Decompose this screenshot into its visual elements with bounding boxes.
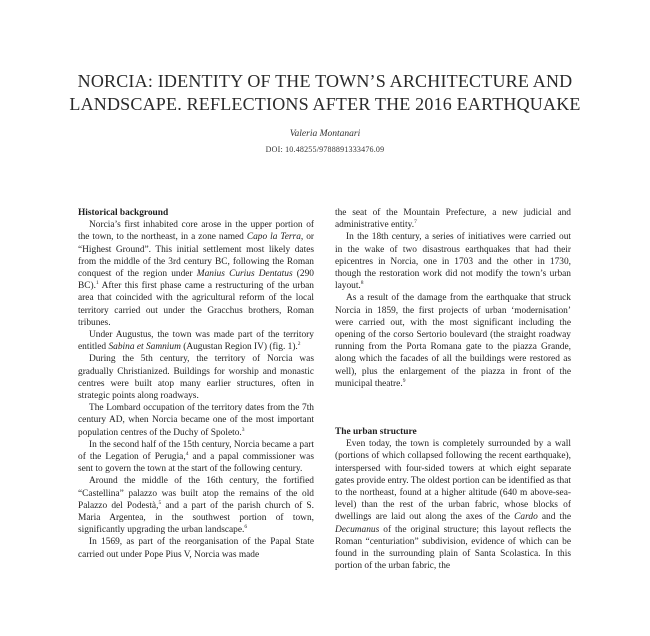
paragraph: During the 5th century, the territory of Norcia was gradually Christianized. Buildings for worship and monastic centres were built atop many earlier structures, often in strategic points along roadways. xyxy=(78,354,314,402)
doi-line: DOI: 10.48255/9788891333476.09 xyxy=(265,145,385,154)
paragraph: In 1569, as part of the reorganisation of the Papal State carried out under Pope Pius V, Norcia was made xyxy=(78,537,314,560)
footnote-ref: 8 xyxy=(360,280,364,287)
section-heading-historical: Historical background xyxy=(78,208,169,218)
footnote-ref: 6 xyxy=(244,524,248,531)
paragraph: Around the middle of the 16th century, the fortified “Castellina” palazzo was built atop the remains of the old Palazzo del Podestà,$^5$ and a part of the parish church of S. Maria Argentea, in the southwest portion of town, significantly upgrading the urban landscape.$^6$ xyxy=(78,476,314,536)
title-line-1: NORCIA: IDENTITY OF THE TOWN’S ARCHITECTURE AND xyxy=(77,71,573,91)
left-column xyxy=(78,207,314,561)
section-heading-urban: The urban structure xyxy=(335,427,417,438)
paragraph: Even today, the town is completely surrounded by a wall (portions of which collapsed following the recent earthquake), interspersed with four-sided towers at which eight separate gates provide entry. The oldest portion can be identified as that to the northeast, found at a higher altitude (640 m above-sea-level) than the rest of the urban fabric, whose blocks of dwellings are laid out along the axes of the Cardo and the Decumanus of the original structure; this layout reflects the Roman “centuriation” subdivision, evidence of which can be found in the surrounding plain of Santa Scolastica. In this portion of the urban fabric, the xyxy=(335,439,571,572)
paragraph: The Lombard occupation of the territory dates from the 7th century AD, when Norcia became one of the most important population centres of the Duchy of Spoleto.$^3$ xyxy=(78,403,314,438)
paragraph: Norcia’s first inhabited core arose in the upper portion of the town, to the northeast, in a zone named Capo la Terra, or “Highest Ground”. This initial settlement most likely dates from the middle of the 3rd century BC, following the Roman conquest of the region under Manius Curius Dentatus (290 BC).$^1$ After this first phase came a restructuring of the urban area that coincided with the agricultural reform of the local territory carried out under the Gracchus brothers, Roman tribunes. xyxy=(78,220,315,328)
paragraph: In the second half of the 15th century, Norcia became a part of the Legation of Perugia,$^4$ and a papal commissioner was sent to govern the town at the start of the following century. xyxy=(78,439,314,475)
paragraph: the seat of the Mountain Prefecture, a new judicial and administrative entity.$^7$ xyxy=(335,208,571,231)
paragraph: As a result of the damage from the earthquake that struck Norcia in 1859, the first projects of urban ‘modernisation’ were carried out, with the most significant including the opening of the corso Sertorio boulevard (the straight roadway running from the Porta Romana gate to the piazza Grande, along which the facades of all the buildings were restored as well), plus the enlargement of the piazza in front of the municipal theatre.$^9$ xyxy=(335,293,571,389)
footnote-ref: 9 xyxy=(402,377,406,384)
footnote-ref: 1 xyxy=(95,280,99,287)
footnote-ref: 2 xyxy=(297,341,301,348)
footnote-ref: 7 xyxy=(414,219,417,226)
right-column xyxy=(335,207,571,572)
footnote-ref: 5 xyxy=(158,499,162,506)
footnote-ref: 3 xyxy=(241,426,245,433)
article-title xyxy=(40,70,610,116)
footnote-ref: 4 xyxy=(185,450,189,457)
title-line-2: LANDSCAPE. REFLECTIONS AFTER THE 2016 EARTHQUAKE xyxy=(69,94,581,114)
paragraph: Under Augustus, the town was made part of the territory entitled Sabina et Samnium (Augustan Region IV) (fig. 1).$^2$ xyxy=(78,330,314,353)
author-name: Valeria Montanari xyxy=(289,129,361,139)
paragraph: In the 18th century, a series of initiatives were carried out in the wake of two disastrous earthquakes that had their epicentres in Norcia, one in 1703 and the other in 1730, though the restoration work did not modify the town’s urban layout.$^8$ xyxy=(335,232,571,292)
